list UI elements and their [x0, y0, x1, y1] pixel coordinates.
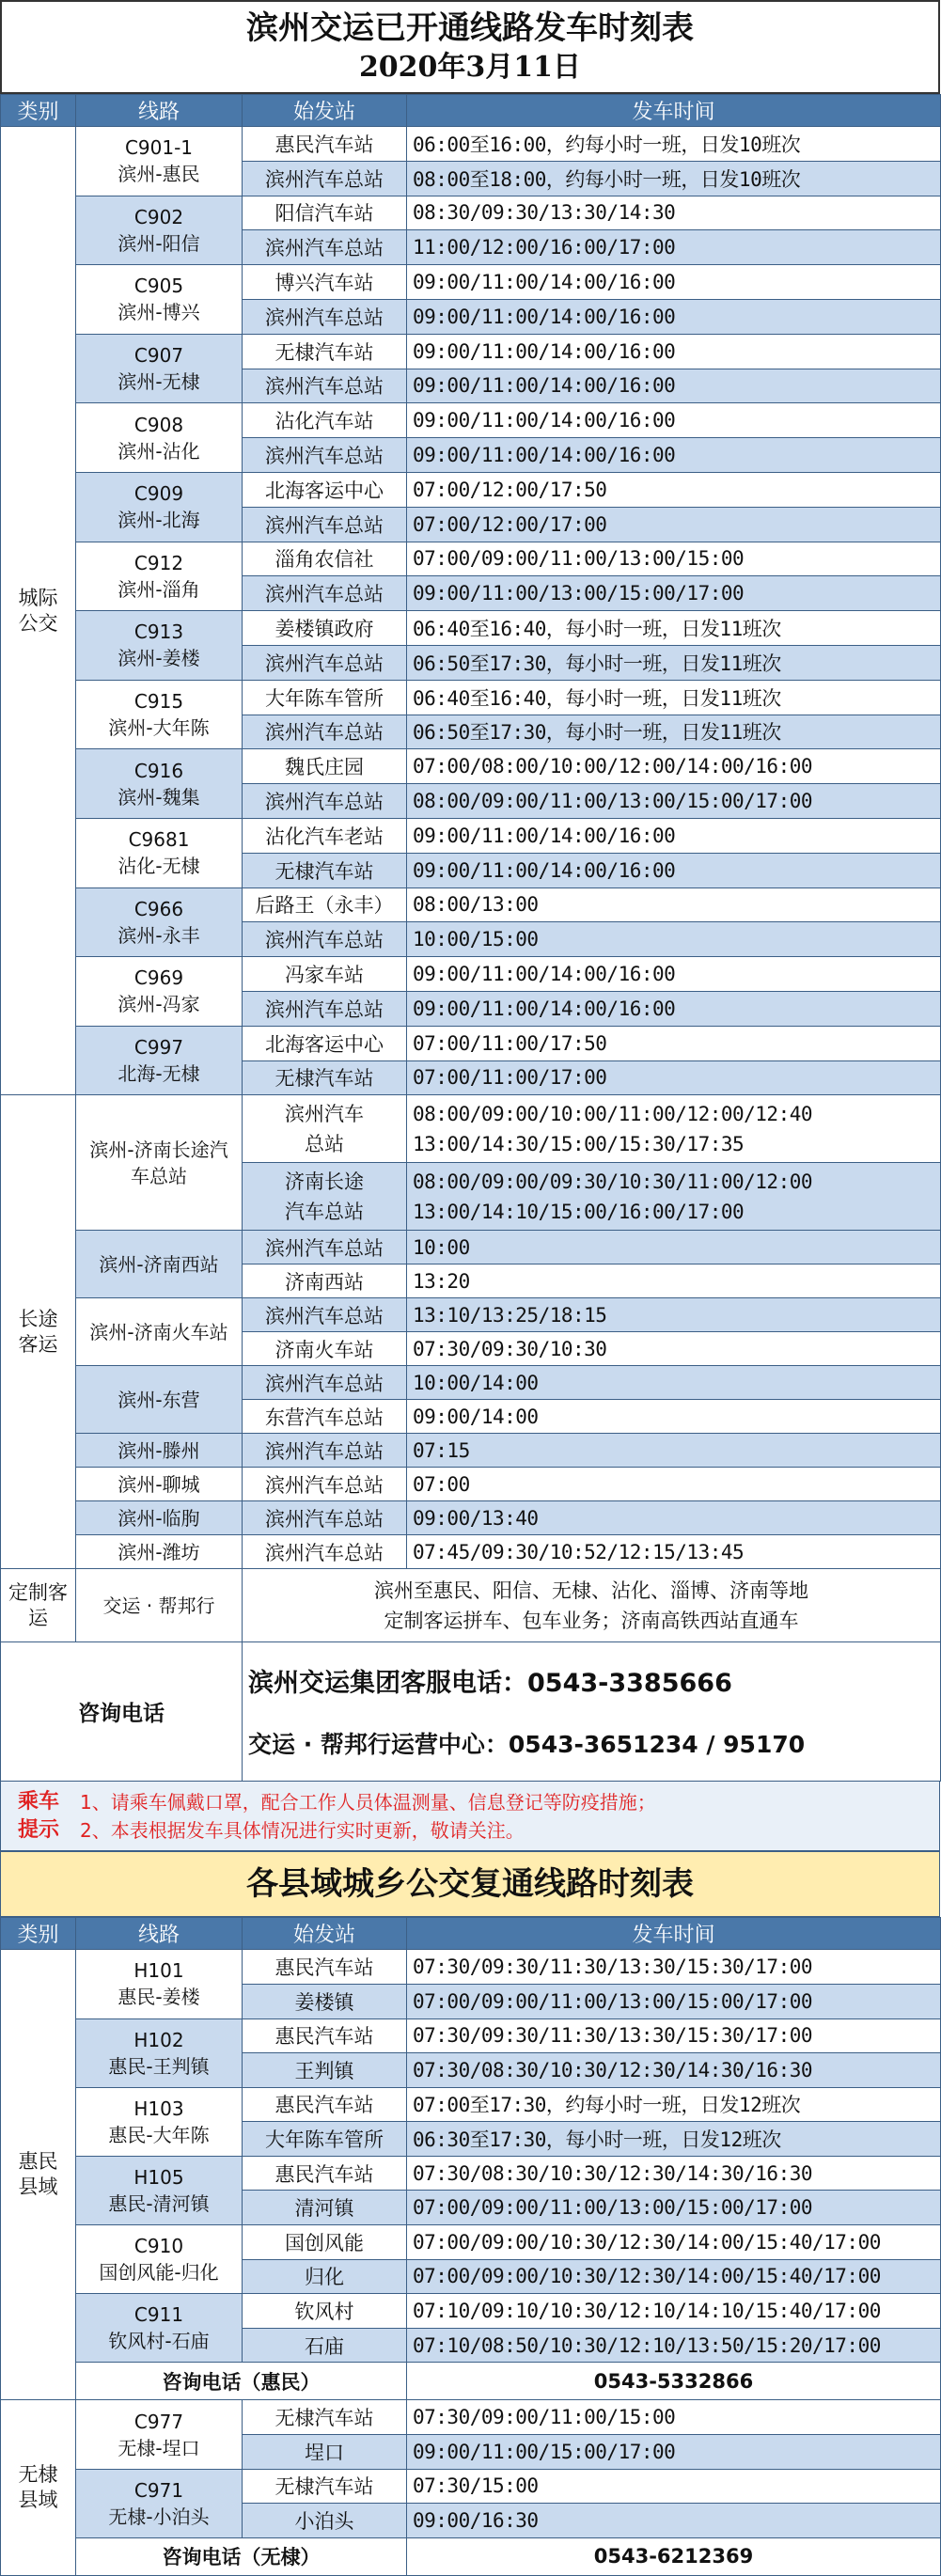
station-cell: 滨州汽车总站 [243, 1535, 407, 1569]
wudi-category [1, 2400, 76, 2575]
longdistance-section [1, 1095, 941, 1569]
route-name: 惠民-姜楼 [118, 1986, 200, 2009]
consult-line-1: 滨州交运集团客服电话：0543-3385666 [248, 1668, 732, 1698]
route-code: C907 [133, 344, 184, 368]
route-name: 滨州-潍坊 [76, 1535, 243, 1569]
table-row [1, 680, 941, 715]
station-cell: 滨州汽车总站 [243, 1434, 407, 1468]
station-cell: 惠民汽车站 [243, 127, 407, 162]
station-cell: 小泊头 [243, 2504, 407, 2538]
route-code: C909 [133, 482, 184, 506]
wudi-category-text: 县域 [18, 2489, 58, 2512]
station-part: 济南长途 [285, 1170, 364, 1193]
time-cell: 07:00/09:00/11:00/13:00/15:00/17:00 [407, 1984, 941, 2018]
table-row [1, 611, 941, 646]
route-code: C997 [133, 1036, 184, 1060]
table-row [1, 196, 941, 230]
consult-phones [243, 1642, 941, 1782]
table-row [1, 472, 941, 507]
notice-label-1: 乘车 [17, 1789, 59, 1814]
notice-line-1: 1、请乘车佩戴口罩，配合工作人员体温测量、信息登记等防疫措施； [80, 1790, 656, 1814]
route-name: 滨州-惠民 [118, 163, 200, 186]
station-cell: 沾化汽车老站 [243, 818, 407, 853]
station-cell: 滨州汽车总站 [243, 715, 407, 749]
station-cell: 大年陈车管所 [243, 2122, 407, 2157]
time-cell: 09:00/11:00/14:00/16:00 [407, 403, 941, 438]
route-name: 无棣-埕口 [118, 2436, 200, 2459]
route-cell [76, 2087, 243, 2156]
route-name: 滨州-姜楼 [118, 647, 200, 670]
route-name: 北海-无棣 [118, 1062, 200, 1086]
header-route: 线路 [76, 95, 243, 127]
huimin-category-text: 惠民 [18, 2150, 58, 2174]
station-cell: 济南火车站 [243, 1332, 407, 1366]
time-cell: 09:00/11:00/14:00/16:00 [407, 991, 941, 1026]
table-row [1, 2156, 941, 2191]
time-cell: 07:00/11:00/17:50 [407, 1026, 941, 1060]
route-code: C971 [133, 2478, 184, 2502]
station-cell: 滨州汽车总站 [243, 922, 407, 957]
page-title: 滨州交运已开通线路发车时刻表 [246, 9, 694, 47]
route-name: 惠民-王判镇 [108, 2054, 210, 2078]
route-name: 惠民-清河镇 [108, 2191, 210, 2215]
main-title-box [0, 0, 940, 94]
time-cell: 07:00/08:00/10:00/12:00/14:00/16:00 [407, 749, 941, 784]
route-cell [76, 957, 243, 1027]
table-row [1, 2018, 941, 2053]
station-cell: 后路王（永丰） [243, 887, 407, 922]
time-cell: 08:00/09:00/11:00/13:00/15:00/17:00 [407, 784, 941, 819]
station-cell [243, 1095, 407, 1163]
station-cell: 惠民汽车站 [243, 2156, 407, 2191]
station-cell: 无棣汽车站 [243, 2469, 407, 2504]
table-row [1, 265, 941, 300]
station-cell: 滨州汽车总站 [243, 991, 407, 1026]
notice-line-2: 2、本表根据发车具体情况进行实时更新，敬请关注。 [80, 1818, 525, 1842]
route-cell [76, 127, 243, 196]
custom-line-2: 定制客运拼车、包车业务；济南高铁西站直通车 [384, 1609, 799, 1632]
time-cell: 07:00至17:30，约每小时一班，日发12班次 [407, 2087, 941, 2122]
time-cell: 09:00/11:00/14:00/16:00 [407, 818, 941, 853]
route-code: C901-1 [124, 136, 194, 160]
huimin-section [1, 1950, 941, 2400]
longdistance-category-text: 长途 [18, 1307, 58, 1330]
time-cell: 08:30/09:30/13:30/14:30 [407, 196, 941, 230]
route-name: 国创风能-归化 [99, 2261, 219, 2285]
time-cell: 06:00至16:00，约每小时一班，日发10班次 [407, 127, 941, 162]
station-cell: 滨州汽车总站 [243, 230, 407, 265]
station-cell: 滨州汽车总站 [243, 1501, 407, 1535]
route-cell [76, 542, 243, 611]
station-cell: 济南西站 [243, 1264, 407, 1298]
table-row [1, 1950, 941, 1985]
wudi-section [1, 2400, 941, 2575]
header-station: 始发站 [243, 95, 407, 127]
station-cell: 国创风能 [243, 2225, 407, 2260]
route-name: 钦风村-石庙 [108, 2330, 210, 2353]
huimin-category-text: 县域 [18, 2175, 58, 2199]
custom-route: 交运 · 帮邦行 [76, 1569, 243, 1642]
time-cell: 07:30/09:30/10:30 [407, 1332, 941, 1366]
route-cell [76, 1950, 243, 2018]
route-name: 滨州-东营 [76, 1366, 243, 1434]
station-cell: 北海客运中心 [243, 472, 407, 507]
route-name: 滨州-沾化 [118, 439, 200, 463]
table-row [1, 1501, 941, 1535]
time-cell: 11:00/12:00/16:00/17:00 [407, 230, 941, 265]
station-cell: 沾化汽车站 [243, 403, 407, 438]
route-name: 沾化-无棣 [118, 855, 200, 878]
station-cell: 滨州汽车总站 [243, 1468, 407, 1501]
route-cell [76, 887, 243, 957]
time-cell: 09:00/11:00/14:00/16:00 [407, 438, 941, 473]
huimin-phone-number: 0543-5332866 [407, 2363, 941, 2400]
station-cell: 冯家车站 [243, 957, 407, 992]
time-cell: 07:45/09:30/10:52/12:15/13:45 [407, 1535, 941, 1569]
route-name: 滨州-大年陈 [108, 716, 210, 740]
station-cell: 滨州汽车总站 [243, 645, 407, 680]
time-cell: 07:00 [407, 1468, 941, 1501]
station-cell: 滨州汽车总站 [243, 438, 407, 473]
time-cell [407, 1163, 941, 1231]
time-cell: 07:00/11:00/17:00 [407, 1060, 941, 1095]
station-cell: 博兴汽车站 [243, 265, 407, 300]
intercity-section [1, 127, 941, 1095]
route-cell [76, 680, 243, 749]
county-table-header [1, 1918, 941, 1950]
time-cell: 07:00/12:00/17:00 [407, 507, 941, 542]
wudi-phone-row [1, 2537, 941, 2575]
time-cell: 09:00/11:00/14:00/16:00 [407, 299, 941, 334]
station-part: 滨州汽车 [285, 1102, 364, 1125]
route-name: 滨州-济南火车站 [76, 1298, 243, 1366]
station-cell: 钦风村 [243, 2294, 407, 2329]
time-cell: 07:30/09:30/11:30/13:30/15:30/17:00 [407, 1950, 941, 1985]
time-cell: 07:00/09:00/10:30/12:30/14:00/15:40/17:00 [407, 2225, 941, 2260]
route-name: 滨州-博兴 [118, 301, 200, 324]
time-cell: 07:00/12:00/17:50 [407, 472, 941, 507]
intercity-category-text: 公交 [18, 611, 58, 635]
route-name: 惠民-大年陈 [108, 2123, 210, 2146]
station-cell: 滨州汽车总站 [243, 576, 407, 611]
route-cell [76, 818, 243, 887]
route-code: H101 [133, 1959, 184, 1983]
station-cell: 滨州汽车总站 [243, 1231, 407, 1264]
station-part: 汽车总站 [285, 1200, 364, 1223]
route-cell [76, 2225, 243, 2294]
time-cell: 13:10/13:25/18:15 [407, 1298, 941, 1332]
route-name: 滨州-济南西站 [76, 1231, 243, 1298]
station-cell: 滨州汽车总站 [243, 299, 407, 334]
station-cell: 清河镇 [243, 2191, 407, 2225]
route-cell [76, 334, 243, 403]
table-row [1, 2469, 941, 2504]
header-time: 发车时间 [407, 95, 941, 127]
route-name: 滨州-冯家 [118, 993, 200, 1016]
time-cell: 09:00/11:00/13:00/15:00/17:00 [407, 576, 941, 611]
station-cell: 无棣汽车站 [243, 334, 407, 369]
time-line: 08:00/09:00/09:30/10:30/11:00/12:00 [413, 1170, 813, 1193]
route-cell [76, 2018, 243, 2087]
station-cell: 滨州汽车总站 [243, 784, 407, 819]
table-row [1, 1231, 941, 1264]
route-code: C969 [133, 966, 184, 990]
table-row [1, 1468, 941, 1501]
huimin-phone-row [1, 2363, 941, 2400]
table-row [1, 334, 941, 369]
time-cell: 07:30/09:30/11:30/13:30/15:30/17:00 [407, 2018, 941, 2053]
route-code: C913 [133, 620, 184, 644]
route-name: 滨州-永丰 [118, 923, 200, 947]
notice-text [76, 1788, 656, 1845]
huimin-category [1, 1950, 76, 2400]
consult-row [1, 1642, 941, 1782]
time-cell: 07:00/09:00/11:00/13:00/15:00 [407, 542, 941, 576]
station-part: 总站 [305, 1132, 344, 1155]
route-code: H103 [133, 2097, 184, 2120]
station-cell: 姜楼镇政府 [243, 611, 407, 646]
time-cell: 06:30至17:30，每小时一班，日发12班次 [407, 2122, 941, 2157]
schedule-table [0, 94, 941, 1782]
time-cell: 07:00/09:00/10:30/12:30/14:00/15:40/17:00 [407, 2259, 941, 2294]
table-header [1, 95, 941, 127]
route-cell [76, 265, 243, 335]
table-row [1, 2087, 941, 2122]
table-row [1, 1434, 941, 1468]
station-cell: 阳信汽车站 [243, 196, 407, 230]
time-cell: 09:00/11:00/14:00/16:00 [407, 334, 941, 369]
time-cell: 09:00/16:30 [407, 2504, 941, 2538]
station-cell: 惠民汽车站 [243, 2018, 407, 2053]
route-name: 滨州-济南长途汽车总站 [76, 1095, 243, 1231]
time-cell: 06:40至16:40，每小时一班，日发11班次 [407, 680, 941, 715]
route-code: C977 [133, 2410, 184, 2433]
county-title: 各县域城乡公交复通线路时刻表 [0, 1851, 940, 1917]
table-row [1, 127, 941, 162]
county-header-route: 线路 [76, 1918, 243, 1950]
notice-label [1, 1788, 76, 1845]
table-row [1, 542, 941, 576]
station-cell: 滨州汽车总站 [243, 507, 407, 542]
station-cell: 石庙 [243, 2328, 407, 2363]
route-code: C912 [133, 551, 184, 574]
route-cell [76, 472, 243, 542]
table-row [1, 1298, 941, 1332]
table-row [1, 1366, 941, 1400]
time-cell: 10:00/14:00 [407, 1366, 941, 1400]
table-row [1, 2225, 941, 2260]
route-cell [76, 2469, 243, 2537]
route-name: 无棣-小泊头 [108, 2505, 210, 2528]
wudi-phone-label: 咨询电话（无棣） [76, 2537, 407, 2575]
county-table [0, 1917, 941, 2576]
time-cell: 10:00/15:00 [407, 922, 941, 957]
route-cell [76, 611, 243, 681]
time-cell: 07:10/08:50/10:30/12:10/13:50/15:20/17:00 [407, 2328, 941, 2363]
station-cell: 埕口 [243, 2435, 407, 2470]
time-cell: 07:00/09:00/11:00/13:00/15:00/17:00 [407, 2191, 941, 2225]
route-code: C910 [133, 2235, 184, 2258]
route-name: 滨州-滕州 [76, 1434, 243, 1468]
route-name: 滨州-无棣 [118, 370, 200, 394]
time-cell: 06:50至17:30，每小时一班，日发11班次 [407, 715, 941, 749]
route-cell [76, 749, 243, 819]
table-row [1, 1026, 941, 1060]
consult-label: 咨询电话 [1, 1642, 243, 1782]
station-cell: 大年陈车管所 [243, 680, 407, 715]
route-code: C911 [133, 2303, 184, 2327]
intercity-category-text: 城际 [18, 586, 58, 609]
time-cell: 09:00/11:00/14:00/16:00 [407, 369, 941, 403]
route-code: H105 [133, 2165, 184, 2189]
station-cell: 王判镇 [243, 2053, 407, 2088]
time-line: 13:00/14:10/15:00/16:00/17:00 [413, 1200, 745, 1223]
route-cell [76, 403, 243, 473]
time-cell: 09:00/11:00/14:00/16:00 [407, 853, 941, 887]
route-code: C902 [133, 205, 184, 228]
intercity-category [1, 127, 76, 1095]
time-cell: 07:30/08:30/10:30/12:30/14:30/16:30 [407, 2156, 941, 2191]
route-code: C966 [133, 897, 184, 920]
table-row [1, 818, 941, 853]
consult-line-2: 交运 · 帮邦行运营中心：0543-3651234 / 95170 [248, 1730, 806, 1758]
route-code: C915 [133, 690, 184, 714]
time-cell: 07:30/15:00 [407, 2469, 941, 2504]
longdistance-category [1, 1095, 76, 1569]
time-cell: 09:00/13:40 [407, 1501, 941, 1535]
time-line: 13:00/14:30/15:00/15:30/17:35 [413, 1132, 745, 1155]
station-cell: 淄角农信社 [243, 542, 407, 576]
route-cell [76, 1026, 243, 1095]
county-header-station: 始发站 [243, 1918, 407, 1950]
station-cell: 无棣汽车站 [243, 2400, 407, 2435]
time-cell: 06:40至16:40，每小时一班，日发11班次 [407, 611, 941, 646]
time-cell: 08:00至18:00，约每小时一班，日发10班次 [407, 161, 941, 196]
route-name: 滨州-阳信 [118, 231, 200, 255]
route-cell [76, 2156, 243, 2224]
header-category: 类别 [1, 95, 76, 127]
time-cell: 07:30/08:30/10:30/12:30/14:30/16:30 [407, 2053, 941, 2088]
station-cell: 滨州汽车总站 [243, 1366, 407, 1400]
station-cell: 滨州汽车总站 [243, 1298, 407, 1332]
station-cell: 惠民汽车站 [243, 1950, 407, 1985]
table-row [1, 2294, 941, 2329]
time-cell: 13:20 [407, 1264, 941, 1298]
time-cell: 09:00/14:00 [407, 1400, 941, 1434]
station-cell: 东营汽车总站 [243, 1400, 407, 1434]
table-row [1, 957, 941, 992]
time-line: 08:00/09:00/10:00/11:00/12:00/12:40 [413, 1102, 813, 1125]
time-cell: 07:15 [407, 1434, 941, 1468]
route-code: C916 [133, 759, 184, 782]
route-name: 滨州-魏集 [118, 785, 200, 809]
table-row [1, 2400, 941, 2435]
route-cell [76, 2294, 243, 2363]
route-cell [76, 2400, 243, 2469]
time-cell: 10:00 [407, 1231, 941, 1264]
route-code: C905 [133, 275, 184, 298]
page-date: 2020年3月11日 [358, 51, 582, 84]
time-cell: 09:00/11:00/14:00/16:00 [407, 957, 941, 992]
table-row [1, 403, 941, 438]
time-cell: 09:00/11:00/14:00/16:00 [407, 265, 941, 300]
station-cell: 姜楼镇 [243, 1984, 407, 2018]
time-cell: 09:00/11:00/15:00/17:00 [407, 2435, 941, 2470]
time-cell: 07:10/09:10/10:30/12:10/14:10/15:40/17:00 [407, 2294, 941, 2329]
wudi-phone-number: 0543-6212369 [407, 2537, 941, 2575]
wudi-category-text: 无棣 [18, 2463, 58, 2487]
station-cell: 无棣汽车站 [243, 853, 407, 887]
ride-notice [0, 1782, 940, 1851]
route-name: 滨州-北海 [118, 509, 200, 532]
station-cell: 惠民汽车站 [243, 2087, 407, 2122]
route-name: 滨州-淄角 [118, 577, 200, 601]
station-cell: 魏氏庄园 [243, 749, 407, 784]
route-code: C9681 [128, 828, 190, 852]
route-code: H102 [133, 2028, 184, 2051]
station-cell: 滨州汽车总站 [243, 161, 407, 196]
county-header-category: 类别 [1, 1918, 76, 1950]
huimin-phone-label: 咨询电话（惠民） [76, 2363, 407, 2400]
time-cell: 07:30/09:00/11:00/15:00 [407, 2400, 941, 2435]
time-cell: 06:50至17:30，每小时一班，日发11班次 [407, 645, 941, 680]
table-row [1, 749, 941, 784]
custom-row [1, 1569, 941, 1642]
custom-line-1: 滨州至惠民、阳信、无棣、沾化、淄博、济南等地 [374, 1579, 808, 1602]
county-header-time: 发车时间 [407, 1918, 941, 1950]
longdistance-category-text: 客运 [18, 1332, 58, 1356]
notice-label-2: 提示 [17, 1817, 59, 1842]
station-cell: 无棣汽车站 [243, 1060, 407, 1095]
route-code: C908 [133, 413, 184, 436]
table-row [1, 887, 941, 922]
table-row [1, 1095, 941, 1163]
time-cell [407, 1095, 941, 1163]
station-cell: 北海客运中心 [243, 1026, 407, 1060]
station-cell: 归化 [243, 2259, 407, 2294]
station-cell: 滨州汽车总站 [243, 369, 407, 403]
route-name: 滨州-临朐 [76, 1501, 243, 1535]
time-cell: 08:00/13:00 [407, 887, 941, 922]
route-cell [76, 196, 243, 265]
table-row [1, 1535, 941, 1569]
custom-category: 定制客运 [1, 1569, 76, 1642]
station-cell [243, 1163, 407, 1231]
custom-description [243, 1569, 941, 1642]
route-name: 滨州-聊城 [76, 1468, 243, 1501]
